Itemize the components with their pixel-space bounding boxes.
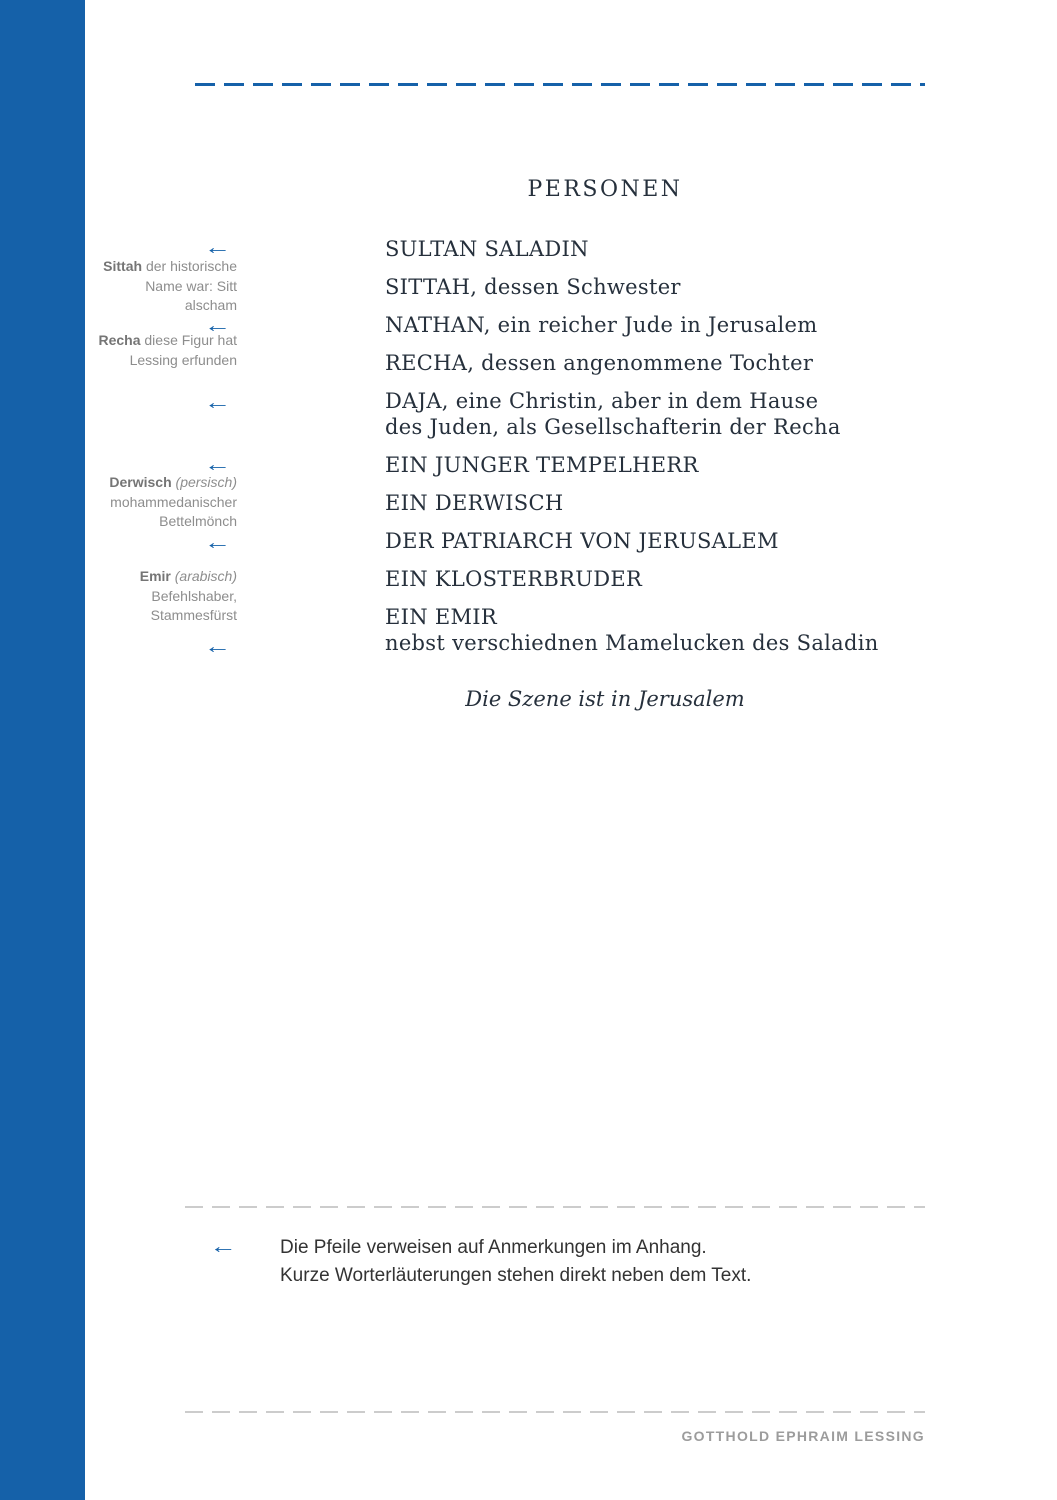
character-line: SITTAH, dessen Schwester bbox=[385, 275, 681, 299]
page-title: PERSONEN bbox=[527, 177, 683, 202]
margin-note-text: der historische Name war: Sitt alscham bbox=[145, 258, 237, 313]
left-edge-bar bbox=[0, 0, 85, 1500]
margin-note-term: Sittah bbox=[103, 258, 143, 274]
character-entry bbox=[385, 312, 845, 338]
author-name: GOTTHOLD EPHRAIM LESSING bbox=[681, 1428, 925, 1444]
character-entry bbox=[385, 566, 845, 592]
character-entry bbox=[385, 604, 879, 656]
footer-dashed-rule-bottom bbox=[185, 1411, 925, 1413]
character-entry bbox=[385, 350, 845, 376]
character-entry bbox=[385, 452, 845, 478]
character-entry bbox=[385, 236, 845, 262]
character-line: des Juden, als Gesellschafterin der Recha bbox=[385, 415, 841, 439]
annotation-arrow-icon: ← bbox=[203, 635, 231, 658]
margin-note-text: diese Figur hat Lessing erfunden bbox=[129, 332, 237, 368]
margin-note-term: Emir bbox=[139, 568, 171, 584]
margin-note-text: mohammedanischer Bettelmönch bbox=[110, 493, 237, 529]
margin-note-qualifier: (persisch) bbox=[175, 474, 237, 490]
margin-note-term: Recha bbox=[98, 332, 141, 348]
character-entry bbox=[385, 528, 845, 554]
annotation-arrow-icon: ← bbox=[203, 453, 231, 476]
annotation-arrow-icon: ← bbox=[203, 236, 231, 259]
character-line: NATHAN, ein reicher Jude in Jerusalem bbox=[385, 313, 818, 337]
annotation-arrow-icon: ← bbox=[203, 314, 231, 337]
margin-note-qualifier: (arabisch) bbox=[174, 568, 237, 584]
character-entry bbox=[385, 490, 845, 516]
footer-hint bbox=[280, 1234, 920, 1290]
character-line: EIN DERWISCH bbox=[385, 491, 564, 515]
top-dashed-rule bbox=[195, 83, 925, 86]
footer-dashed-rule-top bbox=[185, 1206, 925, 1208]
annotation-arrow-icon: ← bbox=[203, 531, 231, 554]
margin-note-derwisch bbox=[93, 473, 237, 532]
character-line: EIN EMIR bbox=[385, 605, 498, 629]
character-line: EIN JUNGER TEMPELHERR bbox=[385, 453, 699, 477]
margin-note-recha bbox=[93, 331, 237, 370]
annotation-arrow-icon: ← bbox=[203, 391, 231, 414]
margin-note-term: Derwisch bbox=[109, 474, 172, 490]
footer-hint-line: Kurze Worterläuterungen stehen direkt neben dem Text. bbox=[280, 1265, 752, 1286]
character-line: DER PATRIARCH VON JERUSALEM bbox=[385, 529, 779, 553]
margin-note-sittah bbox=[93, 257, 237, 316]
character-line: DAJA, eine Christin, aber in dem Hause bbox=[385, 389, 819, 413]
footer-hint-line: Die Pfeile verweisen auf Anmerkungen im Anhang. bbox=[280, 1237, 707, 1258]
character-line: nebst verschiednen Mamelucken des Saladin bbox=[385, 631, 879, 655]
character-line: SULTAN SALADIN bbox=[385, 237, 589, 261]
character-line: EIN KLOSTERBRUDER bbox=[385, 567, 643, 591]
hint-arrow-icon: ← bbox=[209, 1235, 237, 1258]
scene-note: Die Szene ist in Jerusalem bbox=[465, 687, 745, 711]
character-entry bbox=[385, 274, 845, 300]
character-line: RECHA, dessen angenommene Tochter bbox=[385, 351, 814, 375]
margin-annotations bbox=[93, 0, 237, 1500]
character-list bbox=[385, 236, 879, 668]
margin-note-emir bbox=[93, 567, 237, 626]
margin-note-text: Befehlshaber, Stammesfürst bbox=[150, 587, 237, 623]
character-entry bbox=[385, 388, 845, 440]
